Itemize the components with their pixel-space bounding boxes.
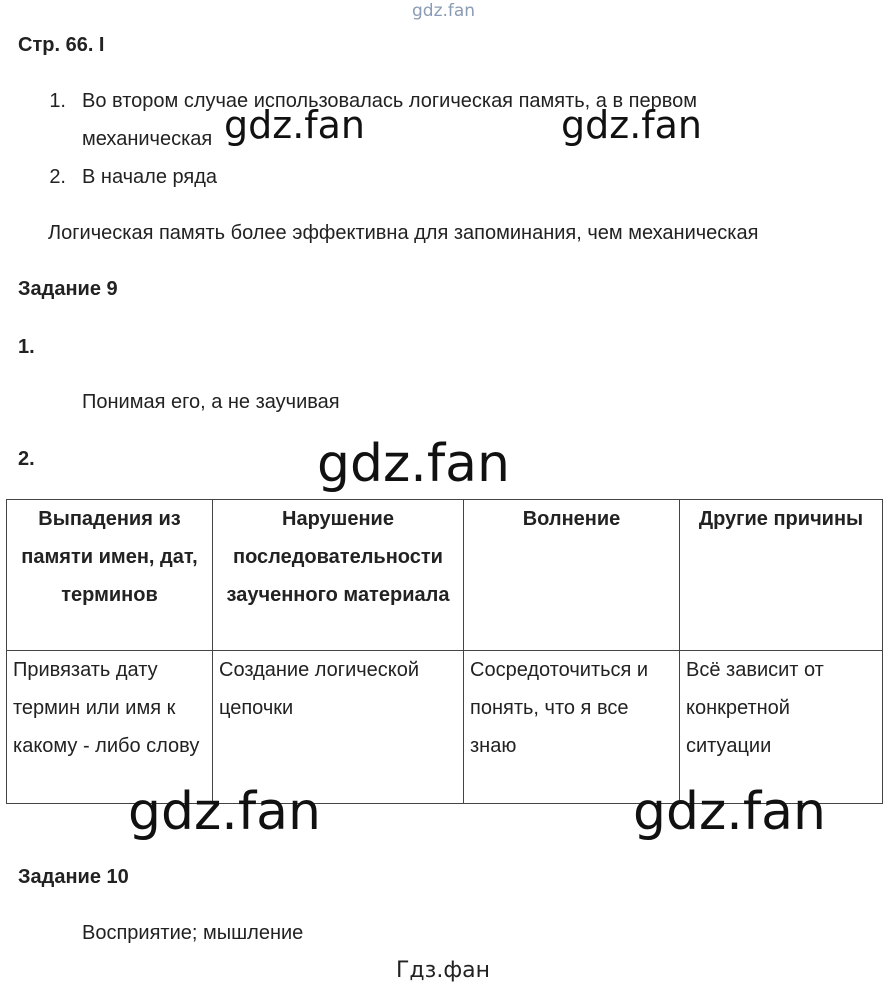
task10-answer: Восприятие; мышление [82,922,304,944]
table-header-cell: Волнение [464,500,680,651]
watermark: gdz.fan [317,434,510,494]
table-header-cell: Выпадения из памяти имен, дат, терминов [7,500,213,651]
table-row [7,651,883,804]
watermark: gdz.fan [128,782,321,842]
watermark: gdz.fan [633,782,826,842]
table-header-cell: Другие причины [680,500,883,651]
table-cell: Создание логической цепочки [213,651,464,804]
watermark: gdz.fan [224,103,366,147]
table-cell: Привязать дату термин или имя к какому - либо слову [7,651,213,804]
conclusion-text: Логическая память более эффективна для запоминания, чем механическая [48,222,759,244]
task10-title: Задание 10 [18,866,129,888]
table-cell: Сосредоточиться и понять, что я все знаю [464,651,680,804]
page-heading: Стр. 66. I [18,34,105,56]
table-header-cell: Нарушение последовательности заученного материала [213,500,464,651]
task9-title: Задание 9 [18,278,118,300]
watermark-bottom: Гдз.фан [396,958,490,983]
table-cell: Всё зависит от конкретной ситуации [680,651,883,804]
table-header-row [7,500,883,651]
task9-item1-label: 1. [18,336,35,358]
answers-table [6,499,883,804]
task9-item1-answer: Понимая его, а не заучивая [82,391,340,413]
list-number-2: 2. [49,166,66,188]
list-item-1-line1: Во втором случае использовалась логическая память, а в первом [82,90,698,112]
watermark: gdz.fan [561,103,703,147]
list-number-1: 1. [49,90,66,112]
watermark-top: gdz.fan [412,1,476,21]
task9-item2-label: 2. [18,448,35,470]
list-item-2: В начале ряда [82,166,218,188]
list-item-1-line2: механическая [82,128,213,150]
